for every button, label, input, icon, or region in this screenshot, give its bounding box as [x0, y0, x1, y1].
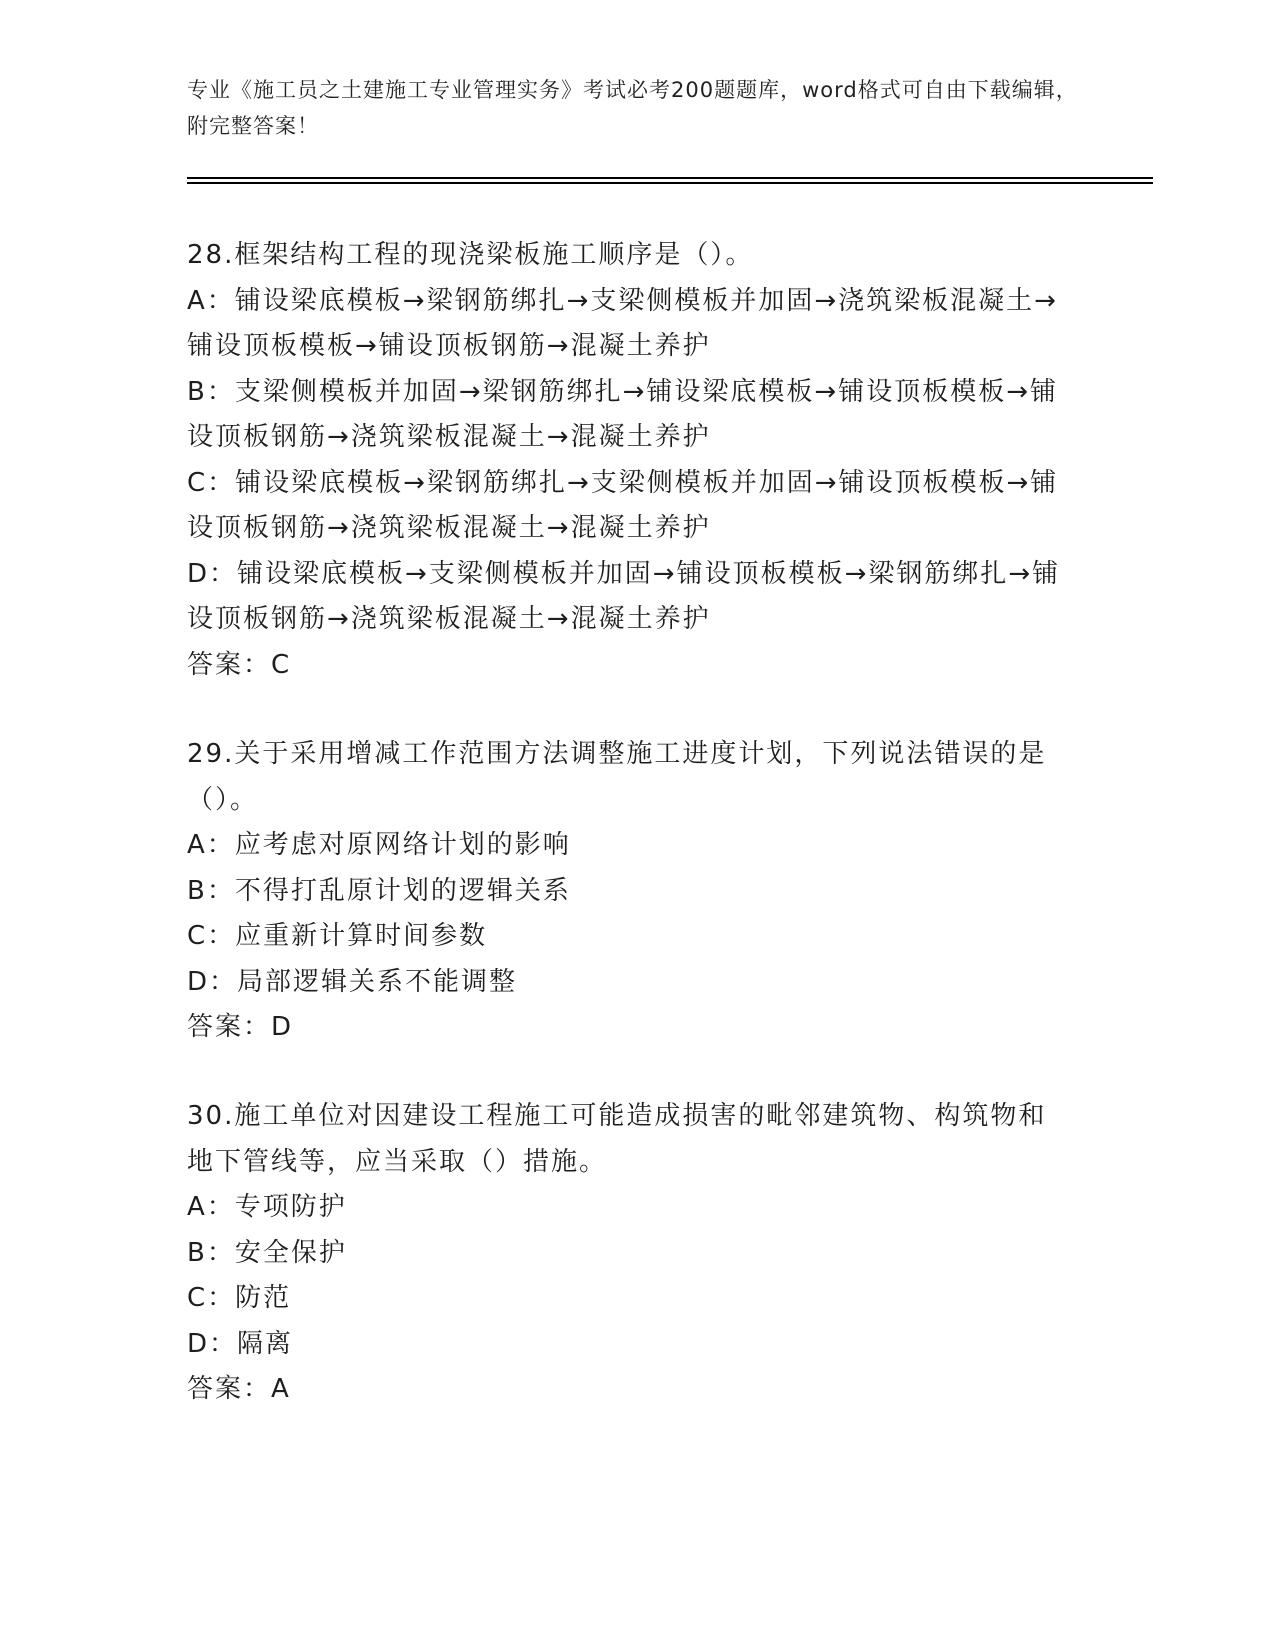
- option-a: A：应考虑对原网络计划的影响: [187, 830, 571, 860]
- header-divider-top: [187, 177, 1153, 179]
- option-c: C：防范: [187, 1283, 292, 1313]
- option-b: B：安全保护: [187, 1237, 347, 1268]
- option-b: B：支梁侧模板并加固→梁钢筋绑扎→铺设梁底模板→铺设顶板模板→铺设顶板钢筋→浇筑梁板混凝土→混凝土养护: [187, 376, 1058, 452]
- option-c: C：应重新计算时间参数: [187, 921, 488, 951]
- answer: 答案：D: [187, 1012, 294, 1042]
- answer: 答案：C: [187, 649, 292, 680]
- option-d: D：铺设梁底模板→支梁侧模板并加固→铺设顶板模板→梁钢筋绑扎→铺设顶板钢筋→浇筑梁板混凝土→混凝土养护: [187, 558, 1061, 634]
- question-stem: 30.施工单位对因建设工程施工可能造成损害的毗邻建筑物、构筑物和地下管线等，应当采取（）措施。: [187, 1101, 1047, 1177]
- question-29: [187, 732, 1067, 1051]
- document-header: 专业《施工员之土建施工专业管理实务》考试必考200题题库，word格式可自由下载编辑，附完整答案！: [187, 78, 1078, 138]
- question-28: [187, 233, 1067, 688]
- option-b: B：不得打乱原计划的逻辑关系: [187, 875, 571, 906]
- answer: 答案：A: [187, 1374, 291, 1404]
- option-d: D：隔离: [187, 1328, 294, 1359]
- question-30: [187, 1094, 1067, 1413]
- option-a: A：专项防护: [187, 1192, 347, 1222]
- question-stem: 29.关于采用增减工作范围方法调整施工进度计划，下列说法错误的是（）。: [187, 739, 1047, 815]
- question-stem: 28.框架结构工程的现浇梁板施工顺序是（）。: [187, 240, 754, 270]
- option-a: A：铺设梁底模板→梁钢筋绑扎→支梁侧模板并加固→浇筑梁板混凝土→铺设顶板模板→铺设顶板钢筋→混凝土养护: [187, 285, 1058, 361]
- option-c: C：铺设梁底模板→梁钢筋绑扎→支梁侧模板并加固→铺设顶板模板→铺设顶板钢筋→浇筑梁板混凝土→混凝土养护: [187, 467, 1059, 543]
- option-d: D：局部逻辑关系不能调整: [187, 966, 518, 997]
- header-divider-bottom: [187, 182, 1153, 184]
